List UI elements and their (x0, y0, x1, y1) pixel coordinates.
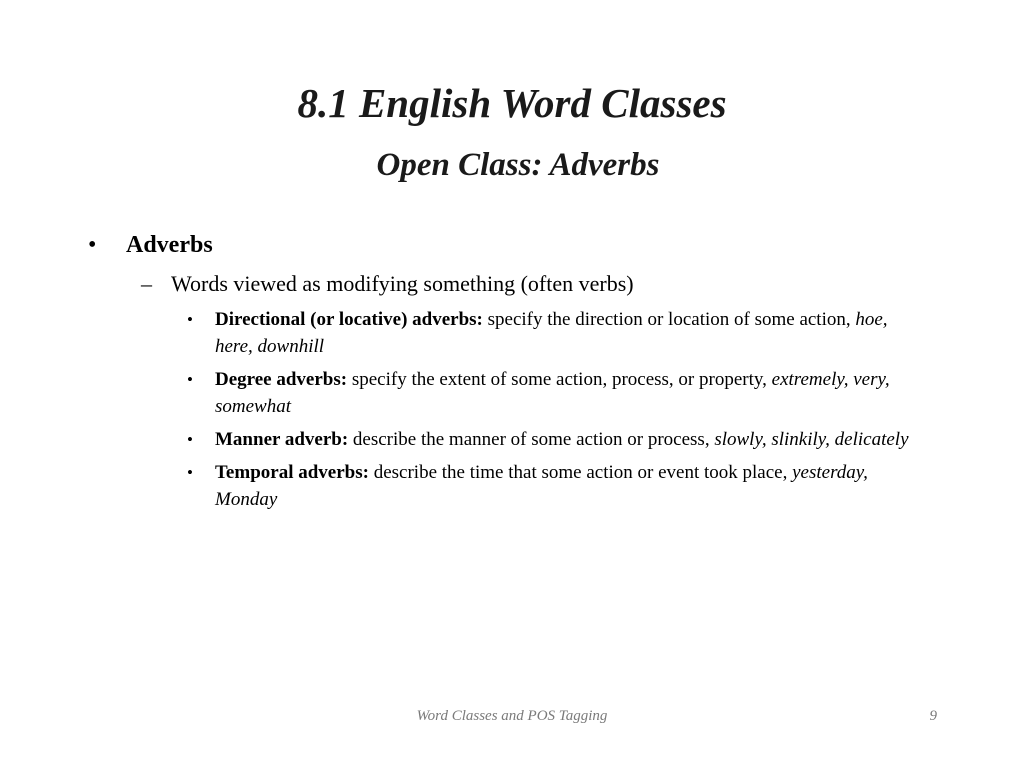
bullet-icon: • (187, 430, 193, 449)
adverb-type-examples: slowly, slinkily, delicately (714, 429, 909, 450)
adverb-type-term: Temporal adverbs: (215, 462, 369, 483)
bullet-level1 (88, 228, 213, 262)
bullet-level2 (141, 268, 634, 300)
dash-icon: – (141, 271, 152, 296)
adverb-type-list (187, 306, 917, 519)
page-number: 9 (929, 708, 937, 724)
adverb-type-examples: extremely, very, somewhat (215, 369, 890, 417)
bullet-icon: • (88, 232, 97, 258)
adverb-type-item-directional (187, 306, 917, 360)
adverb-type-examples: yesterday, Monday (215, 462, 868, 510)
bullet-icon: • (187, 370, 193, 389)
bullet-icon: • (187, 463, 193, 482)
adverb-type-description: specify the direction or location of some action, (482, 309, 856, 330)
adverb-type-item-degree (187, 366, 917, 420)
bullet-level1-text: Adverbs (126, 232, 213, 258)
bullet-icon: • (187, 310, 193, 329)
adverb-type-description: specify the extent of some action, process, or property, (347, 369, 772, 390)
slide-title: 8.1 English Word Classes (297, 80, 727, 126)
adverb-type-term: Directional (or locative) adverbs: (215, 309, 483, 330)
bullet-level2-text: Words viewed as modifying something (often verbs) (171, 271, 634, 296)
adverb-type-item-temporal (187, 459, 917, 513)
adverb-type-term: Manner adverb: (215, 429, 349, 450)
adverb-type-examples: hoe, here, downhill (215, 309, 888, 357)
slide-subtitle: Open Class: Adverbs (376, 147, 660, 183)
adverb-type-description: describe the manner of some action or process, (348, 429, 715, 450)
adverb-type-item-manner (187, 426, 917, 453)
adverb-type-description: describe the time that some action or event took place, (368, 462, 793, 483)
adverb-type-term: Degree adverbs: (215, 369, 348, 390)
footer-title: Word Classes and POS Tagging (416, 708, 608, 724)
